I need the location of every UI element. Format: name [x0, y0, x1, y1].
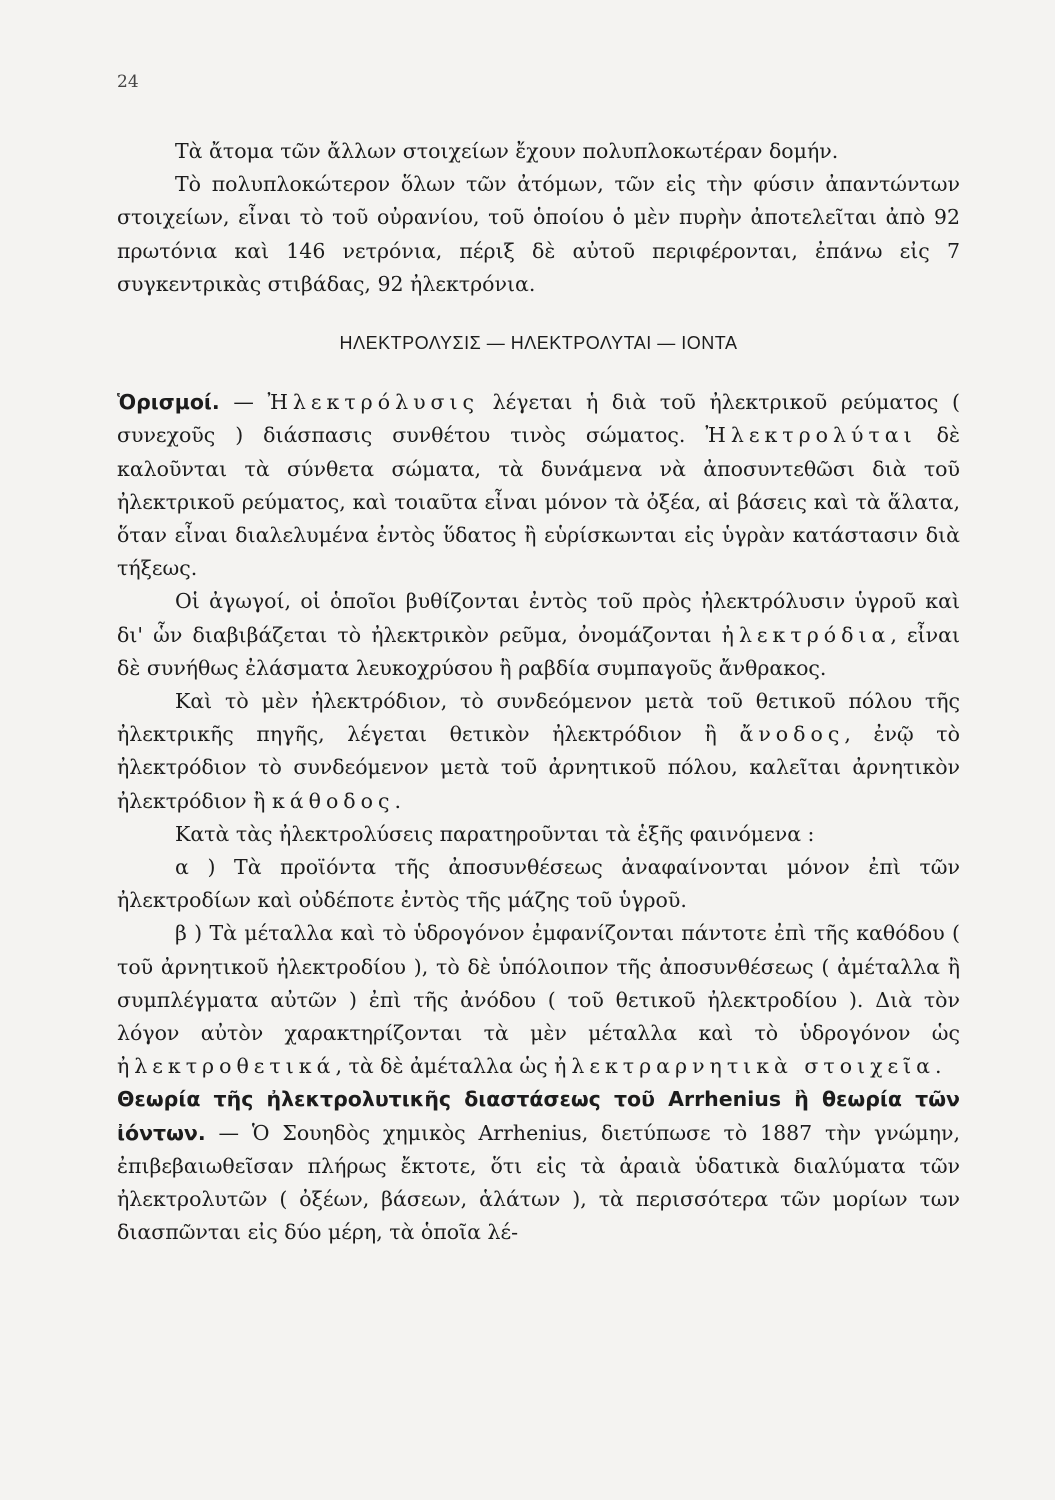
term-electrodes: ἠλεκτρόδια: [721, 622, 891, 647]
paragraph-conductors: [117, 585, 960, 685]
conductors-text-1: Οἱ ἀγωγοί, οἱ ὁποῖοι βυθίζονται ἐντὸς τοῦ πρὸς ἠλεκτρόλυσιν ὑγροῦ καὶ δι' ὧν διαβιβάζεται τὸ ἠλεκτρικὸν ρεῦμα, ὀνομάζονται: [117, 589, 960, 647]
page-body: [117, 135, 960, 1250]
arrhenius-title: Θεωρία τῆς ἠλεκτρολυτικῆς διαστάσεως τοῦ Arrhenius ἢ θεωρία τῶν ἰόντων.: [117, 1087, 960, 1145]
term-electropositive: ἠλεκτροθετικά: [117, 1054, 336, 1079]
definitions-text-1: λέγεται ἡ διὰ τοῦ ἠλεκτρικοῦ ρεύματος ( συνεχοῦς ) διάσπασις συνθέτου τινὸς σώματος.: [117, 390, 960, 448]
section-heading: ΗΛΕΚΤΡΟΛΥΣΙΣ — ΗΛΕΚΤΡΟΛΥΤΑΙ — ΙΟΝΤΑ: [339, 333, 738, 354]
paragraph-phenomena: Κατὰ τὰς ἠλεκτρολύσεις παρατηροῦνται τὰ ἑξῆς φαινόμενα :: [175, 821, 815, 846]
paragraph-atoms: Τὰ ἄτομα τῶν ἄλλων στοιχείων ἔχουν πολυπλοκωτέραν δομήν.: [175, 139, 839, 163]
term-electrolysis: Ἠλεκτρόλυσις: [267, 390, 480, 415]
conductors-text-2: , εἶναι δὲ συνήθως ἐλάσματα λευκοχρύσου ἢ ραβδία συμπαγοῦς ἄνθρακος.: [117, 622, 960, 680]
definitions-text-2: δὲ καλοῦνται τὰ σύνθετα σώματα, τὰ δυνάμενα νὰ ἀποσυντεθῶσι διὰ τοῦ ἠλεκτρικοῦ ρεύματος, καὶ τοιαῦτα εἶναι μόνον τὰ ὀξέα, αἱ βάσεις καὶ τὰ ἅλατα, ὅταν εἶναι διαλελυμένα ἐντὸς ὕδατος ἢ εὑρίσκωνται εἰς ὑγρὰν κατάστασιν διὰ τήξεως.: [117, 423, 961, 581]
item-b-text-2: , τὰ δὲ ἀμέταλλα ὡς: [335, 1054, 555, 1079]
page-number: 24: [117, 72, 139, 92]
paragraph-uranium: Τὸ πολυπλοκώτερον ὅλων τῶν ἀτόμων, τῶν εἰς τὴν φύσιν ἀπαντώντων στοιχείων, εἶναι τὸ τοῦ οὐρανίου, τοῦ ὁποίου ὁ μὲν πυρὴν ἀποτελεῖται ἀπὸ 92 πρωτόνια καὶ 146 νετρόνια, πέριξ δὲ αὐτοῦ περιφέρονται, ἐπάνω εἰς 7 συγκεντρικὰς στιβάδας, 92 ἠλεκτρόνια.: [117, 172, 960, 296]
term-electronegative: ἠλεκτραρνητικὰ στοιχεῖα: [554, 1054, 936, 1079]
arrhenius-text: Ὁ Σουηδὸς χημικὸς Arrhenius, διετύπωσε τὸ 1887 τὴν γνώμην, ἐπιβεβαιωθεῖσαν πλήρως ἔκτοτε, ὅτι εἰς τὰ ἀραιὰ ὑδατικὰ διαλύματα τῶν ἠλεκτρολυτῶν ( ὀξέων, βάσεων, ἁλάτων ), τὰ περισσότερα τῶν μορίων των διασπῶνται εἰς δύο μέρη, τὰ ὁποῖα λέ-: [117, 1120, 960, 1245]
term-anode: ἄνοδος: [739, 722, 845, 747]
item-b-text-1: β ) Τὰ μέταλλα καὶ τὸ ὑδρογόνον ἐμφανίζονται πάντοτε ἐπὶ τῆς καθόδου ( τοῦ ἀρνητικοῦ ἠλεκτροδίου ), τὸ δὲ ὑπόλοιπον τῆς ἀποσυνθέσεως ( ἀμέταλλα ἢ συμπλέγματα αὐτῶν ) ἐπὶ τῆς ἀνόδου ( τοῦ θετικοῦ ἠλεκτροδίου ). Διὰ τὸν λόγον αὐτὸν χαρακτηρίζονται τὰ μὲν μέταλλα καὶ τὸ ὑδρογόνον ὡς: [117, 921, 960, 1046]
term-electrolytes: Ἠλεκτρολύται: [705, 423, 917, 448]
arrhenius-dash: —: [205, 1120, 252, 1145]
definitions-label: Ὁρισμοί.: [117, 390, 220, 415]
definitions-dash: —: [219, 390, 268, 415]
paragraph-arrhenius: [117, 1083, 960, 1249]
paragraph-anode-cathode: [117, 685, 960, 818]
term-cathode: κάθοδος: [271, 788, 395, 813]
paragraph-definitions: [117, 386, 960, 585]
item-b-text-3: .: [935, 1054, 942, 1079]
anode-text-3: .: [394, 788, 401, 813]
list-item-a: α ) Τὰ προϊόντα τῆς ἀποσυνθέσεως ἀναφαίνονται μόνον ἐπὶ τῶν ἠλεκτροδίων καὶ οὐδέποτε ἐντὸς τῆς μάζης τοῦ ὑγροῦ.: [117, 855, 960, 913]
anode-text-1: Καὶ τὸ μὲν ἠλεκτρόδιον, τὸ συνδεόμενον μετὰ τοῦ θετικοῦ πόλου τῆς ἠλεκτρικῆς πηγῆς, λέγεται θετικὸν ἠλεκτρόδιον ἢ: [117, 689, 960, 747]
anode-text-2: , ἐνῷ τὸ ἠλεκτρόδιον τὸ συνδεόμενον μετὰ τοῦ ἀρνητικοῦ πόλου, καλεῖται ἀρνητικὸν ἠλεκτρόδιον ἢ: [117, 722, 960, 813]
list-item-b: [117, 917, 960, 1083]
